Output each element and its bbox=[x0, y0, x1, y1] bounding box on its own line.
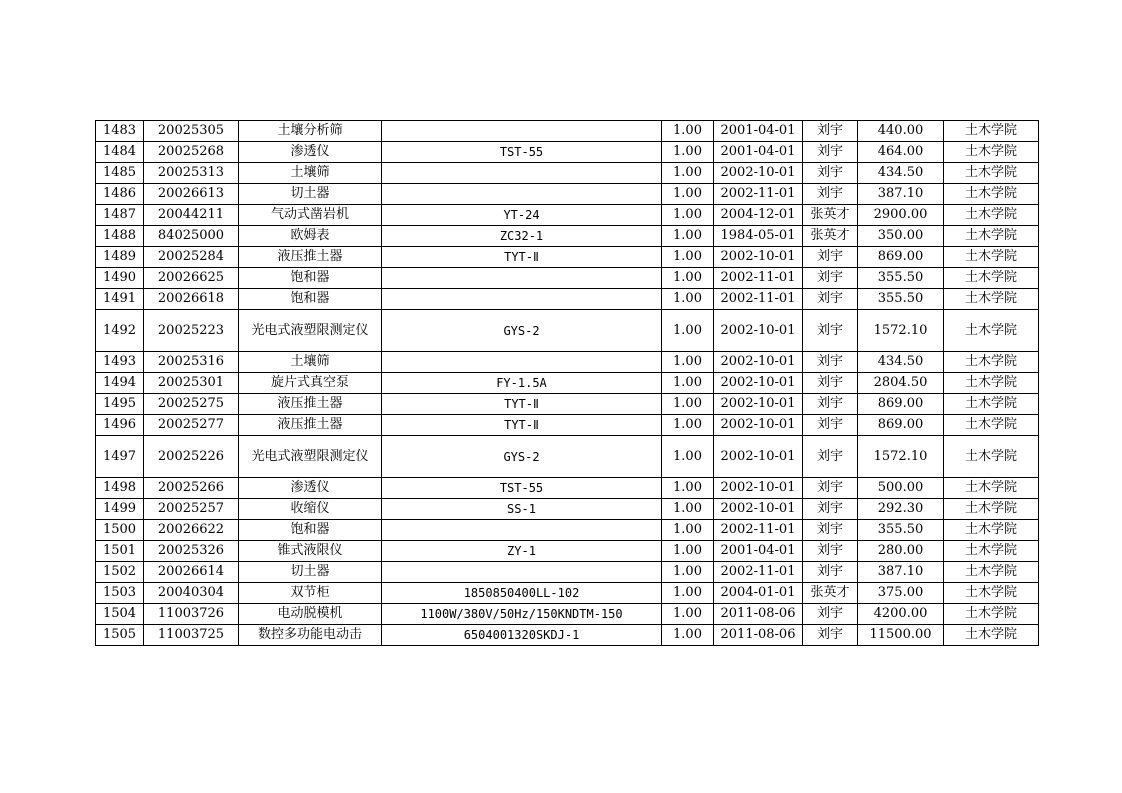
cell-date: 2002-10-01 bbox=[714, 310, 803, 352]
cell-model: ZY-1 bbox=[382, 541, 662, 562]
cell-asset-code: 20026618 bbox=[144, 289, 239, 310]
cell-asset-code: 20044211 bbox=[144, 205, 239, 226]
cell-equipment-name: 液压推土器 bbox=[239, 394, 382, 415]
cell-row-number: 1505 bbox=[96, 625, 144, 646]
cell-row-number: 1499 bbox=[96, 499, 144, 520]
cell-model bbox=[382, 184, 662, 205]
cell-department: 土木学院 bbox=[944, 499, 1039, 520]
cell-model bbox=[382, 562, 662, 583]
cell-equipment-name: 光电式液塑限测定仪 bbox=[239, 310, 382, 352]
cell-asset-code: 20025326 bbox=[144, 541, 239, 562]
cell-custodian: 刘宇 bbox=[803, 352, 858, 373]
cell-row-number: 1491 bbox=[96, 289, 144, 310]
cell-asset-code: 20025223 bbox=[144, 310, 239, 352]
cell-price: 11500.00 bbox=[858, 625, 944, 646]
cell-price: 4200.00 bbox=[858, 604, 944, 625]
cell-department: 土木学院 bbox=[944, 352, 1039, 373]
table-row bbox=[96, 562, 1039, 583]
cell-price: 1572.10 bbox=[858, 436, 944, 478]
cell-quantity: 1.00 bbox=[662, 289, 714, 310]
table-row bbox=[96, 394, 1039, 415]
table-row bbox=[96, 436, 1039, 478]
cell-model: YT-24 bbox=[382, 205, 662, 226]
cell-asset-code: 11003726 bbox=[144, 604, 239, 625]
cell-date: 2004-12-01 bbox=[714, 205, 803, 226]
cell-department: 土木学院 bbox=[944, 373, 1039, 394]
cell-row-number: 1495 bbox=[96, 394, 144, 415]
cell-quantity: 1.00 bbox=[662, 310, 714, 352]
cell-quantity: 1.00 bbox=[662, 436, 714, 478]
table-row bbox=[96, 415, 1039, 436]
table-body bbox=[96, 121, 1039, 646]
table-row bbox=[96, 520, 1039, 541]
table-row bbox=[96, 604, 1039, 625]
cell-model bbox=[382, 268, 662, 289]
table-row bbox=[96, 163, 1039, 184]
cell-price: 350.00 bbox=[858, 226, 944, 247]
cell-equipment-name: 液压推土器 bbox=[239, 247, 382, 268]
cell-equipment-name: 收缩仪 bbox=[239, 499, 382, 520]
cell-row-number: 1486 bbox=[96, 184, 144, 205]
cell-date: 2002-10-01 bbox=[714, 247, 803, 268]
cell-asset-code: 20025305 bbox=[144, 121, 239, 142]
cell-equipment-name: 欧姆表 bbox=[239, 226, 382, 247]
cell-price: 2804.50 bbox=[858, 373, 944, 394]
cell-equipment-name: 电动脱模机 bbox=[239, 604, 382, 625]
cell-department: 土木学院 bbox=[944, 415, 1039, 436]
cell-custodian: 刘宇 bbox=[803, 394, 858, 415]
cell-equipment-name: 切土器 bbox=[239, 184, 382, 205]
cell-date: 2002-11-01 bbox=[714, 562, 803, 583]
cell-custodian: 张英才 bbox=[803, 583, 858, 604]
cell-quantity: 1.00 bbox=[662, 247, 714, 268]
cell-model: TST-55 bbox=[382, 478, 662, 499]
cell-row-number: 1500 bbox=[96, 520, 144, 541]
cell-custodian: 刘宇 bbox=[803, 625, 858, 646]
cell-date: 2011-08-06 bbox=[714, 625, 803, 646]
cell-equipment-name: 切土器 bbox=[239, 562, 382, 583]
cell-equipment-name: 旋片式真空泵 bbox=[239, 373, 382, 394]
table-row bbox=[96, 268, 1039, 289]
cell-quantity: 1.00 bbox=[662, 373, 714, 394]
cell-custodian: 张英才 bbox=[803, 205, 858, 226]
cell-asset-code: 20025257 bbox=[144, 499, 239, 520]
cell-date: 2002-10-01 bbox=[714, 478, 803, 499]
cell-model bbox=[382, 289, 662, 310]
table-row bbox=[96, 142, 1039, 163]
cell-row-number: 1497 bbox=[96, 436, 144, 478]
table-row bbox=[96, 289, 1039, 310]
cell-department: 土木学院 bbox=[944, 394, 1039, 415]
cell-equipment-name: 饱和器 bbox=[239, 268, 382, 289]
cell-model bbox=[382, 520, 662, 541]
table-row bbox=[96, 541, 1039, 562]
cell-custodian: 刘宇 bbox=[803, 121, 858, 142]
cell-date: 2002-10-01 bbox=[714, 394, 803, 415]
table-row bbox=[96, 478, 1039, 499]
cell-department: 土木学院 bbox=[944, 163, 1039, 184]
cell-price: 2900.00 bbox=[858, 205, 944, 226]
cell-custodian: 刘宇 bbox=[803, 604, 858, 625]
table-row bbox=[96, 352, 1039, 373]
cell-asset-code: 20026625 bbox=[144, 268, 239, 289]
cell-model bbox=[382, 163, 662, 184]
cell-custodian: 刘宇 bbox=[803, 562, 858, 583]
table-row bbox=[96, 583, 1039, 604]
cell-equipment-name: 光电式液塑限测定仪 bbox=[239, 436, 382, 478]
cell-model: GYS-2 bbox=[382, 436, 662, 478]
cell-department: 土木学院 bbox=[944, 520, 1039, 541]
cell-price: 387.10 bbox=[858, 184, 944, 205]
cell-asset-code: 20025277 bbox=[144, 415, 239, 436]
cell-row-number: 1502 bbox=[96, 562, 144, 583]
cell-quantity: 1.00 bbox=[662, 268, 714, 289]
cell-custodian: 刘宇 bbox=[803, 478, 858, 499]
cell-quantity: 1.00 bbox=[662, 163, 714, 184]
cell-quantity: 1.00 bbox=[662, 625, 714, 646]
cell-model: 1100W/380V/50Hz/150KNDTM-150 bbox=[382, 604, 662, 625]
cell-custodian: 刘宇 bbox=[803, 247, 858, 268]
cell-row-number: 1483 bbox=[96, 121, 144, 142]
cell-model: TYT-Ⅱ bbox=[382, 394, 662, 415]
cell-price: 387.10 bbox=[858, 562, 944, 583]
cell-quantity: 1.00 bbox=[662, 478, 714, 499]
cell-price: 1572.10 bbox=[858, 310, 944, 352]
cell-equipment-name: 土壤筛 bbox=[239, 352, 382, 373]
cell-department: 土木学院 bbox=[944, 142, 1039, 163]
cell-row-number: 1504 bbox=[96, 604, 144, 625]
cell-row-number: 1493 bbox=[96, 352, 144, 373]
cell-department: 土木学院 bbox=[944, 121, 1039, 142]
cell-price: 280.00 bbox=[858, 541, 944, 562]
table-row bbox=[96, 184, 1039, 205]
cell-model: TYT-Ⅱ bbox=[382, 415, 662, 436]
cell-department: 土木学院 bbox=[944, 289, 1039, 310]
cell-department: 土木学院 bbox=[944, 478, 1039, 499]
cell-department: 土木学院 bbox=[944, 310, 1039, 352]
cell-date: 2002-10-01 bbox=[714, 436, 803, 478]
cell-model: ZC32-1 bbox=[382, 226, 662, 247]
cell-quantity: 1.00 bbox=[662, 205, 714, 226]
cell-custodian: 刘宇 bbox=[803, 415, 858, 436]
cell-custodian: 刘宇 bbox=[803, 520, 858, 541]
cell-date: 2011-08-06 bbox=[714, 604, 803, 625]
table-row bbox=[96, 499, 1039, 520]
cell-row-number: 1492 bbox=[96, 310, 144, 352]
cell-date: 2002-10-01 bbox=[714, 373, 803, 394]
cell-date: 1984-05-01 bbox=[714, 226, 803, 247]
cell-price: 464.00 bbox=[858, 142, 944, 163]
cell-model: GYS-2 bbox=[382, 310, 662, 352]
cell-date: 2002-11-01 bbox=[714, 289, 803, 310]
table-row bbox=[96, 310, 1039, 352]
cell-equipment-name: 气动式凿岩机 bbox=[239, 205, 382, 226]
cell-row-number: 1501 bbox=[96, 541, 144, 562]
cell-custodian: 刘宇 bbox=[803, 142, 858, 163]
cell-date: 2002-11-01 bbox=[714, 520, 803, 541]
cell-model: TST-55 bbox=[382, 142, 662, 163]
table-row bbox=[96, 625, 1039, 646]
cell-department: 土木学院 bbox=[944, 247, 1039, 268]
cell-price: 434.50 bbox=[858, 352, 944, 373]
cell-model: FY-1.5A bbox=[382, 373, 662, 394]
cell-date: 2002-10-01 bbox=[714, 163, 803, 184]
cell-price: 292.30 bbox=[858, 499, 944, 520]
cell-asset-code: 20025266 bbox=[144, 478, 239, 499]
cell-asset-code: 11003725 bbox=[144, 625, 239, 646]
cell-department: 土木学院 bbox=[944, 184, 1039, 205]
cell-custodian: 刘宇 bbox=[803, 163, 858, 184]
cell-asset-code: 20040304 bbox=[144, 583, 239, 604]
cell-model bbox=[382, 121, 662, 142]
cell-asset-code: 20025316 bbox=[144, 352, 239, 373]
cell-row-number: 1487 bbox=[96, 205, 144, 226]
cell-model: 6504001320SKDJ-1 bbox=[382, 625, 662, 646]
cell-row-number: 1490 bbox=[96, 268, 144, 289]
cell-row-number: 1488 bbox=[96, 226, 144, 247]
cell-row-number: 1494 bbox=[96, 373, 144, 394]
cell-price: 355.50 bbox=[858, 289, 944, 310]
cell-custodian: 刘宇 bbox=[803, 289, 858, 310]
cell-row-number: 1496 bbox=[96, 415, 144, 436]
cell-model: 1850850400LL-102 bbox=[382, 583, 662, 604]
cell-date: 2001-04-01 bbox=[714, 541, 803, 562]
cell-quantity: 1.00 bbox=[662, 226, 714, 247]
cell-quantity: 1.00 bbox=[662, 352, 714, 373]
cell-equipment-name: 液压推土器 bbox=[239, 415, 382, 436]
cell-custodian: 刘宇 bbox=[803, 436, 858, 478]
cell-department: 土木学院 bbox=[944, 205, 1039, 226]
cell-custodian: 刘宇 bbox=[803, 310, 858, 352]
cell-equipment-name: 饱和器 bbox=[239, 289, 382, 310]
cell-date: 2001-04-01 bbox=[714, 142, 803, 163]
table-row bbox=[96, 373, 1039, 394]
cell-date: 2002-10-01 bbox=[714, 415, 803, 436]
cell-price: 869.00 bbox=[858, 394, 944, 415]
cell-model: TYT-Ⅱ bbox=[382, 247, 662, 268]
cell-asset-code: 20026622 bbox=[144, 520, 239, 541]
cell-price: 434.50 bbox=[858, 163, 944, 184]
cell-quantity: 1.00 bbox=[662, 562, 714, 583]
cell-asset-code: 20025301 bbox=[144, 373, 239, 394]
cell-quantity: 1.00 bbox=[662, 499, 714, 520]
cell-asset-code: 20025284 bbox=[144, 247, 239, 268]
cell-custodian: 刘宇 bbox=[803, 184, 858, 205]
cell-equipment-name: 锥式液限仪 bbox=[239, 541, 382, 562]
cell-price: 355.50 bbox=[858, 268, 944, 289]
cell-asset-code: 20026614 bbox=[144, 562, 239, 583]
cell-date: 2002-10-01 bbox=[714, 352, 803, 373]
cell-custodian: 刘宇 bbox=[803, 499, 858, 520]
cell-equipment-name: 双节柜 bbox=[239, 583, 382, 604]
cell-quantity: 1.00 bbox=[662, 583, 714, 604]
cell-department: 土木学院 bbox=[944, 625, 1039, 646]
cell-price: 500.00 bbox=[858, 478, 944, 499]
cell-equipment-name: 土壤分析筛 bbox=[239, 121, 382, 142]
cell-date: 2002-10-01 bbox=[714, 499, 803, 520]
cell-quantity: 1.00 bbox=[662, 394, 714, 415]
cell-quantity: 1.00 bbox=[662, 121, 714, 142]
cell-model: SS-1 bbox=[382, 499, 662, 520]
cell-date: 2004-01-01 bbox=[714, 583, 803, 604]
table-row bbox=[96, 205, 1039, 226]
cell-custodian: 刘宇 bbox=[803, 373, 858, 394]
cell-department: 土木学院 bbox=[944, 541, 1039, 562]
cell-price: 375.00 bbox=[858, 583, 944, 604]
cell-department: 土木学院 bbox=[944, 268, 1039, 289]
cell-department: 土木学院 bbox=[944, 226, 1039, 247]
cell-quantity: 1.00 bbox=[662, 184, 714, 205]
cell-row-number: 1503 bbox=[96, 583, 144, 604]
cell-date: 2002-11-01 bbox=[714, 268, 803, 289]
table-row bbox=[96, 247, 1039, 268]
table-row bbox=[96, 226, 1039, 247]
cell-asset-code: 20025226 bbox=[144, 436, 239, 478]
cell-equipment-name: 渗透仪 bbox=[239, 478, 382, 499]
cell-equipment-name: 渗透仪 bbox=[239, 142, 382, 163]
cell-department: 土木学院 bbox=[944, 583, 1039, 604]
cell-quantity: 1.00 bbox=[662, 604, 714, 625]
cell-asset-code: 20025268 bbox=[144, 142, 239, 163]
cell-asset-code: 20025275 bbox=[144, 394, 239, 415]
cell-asset-code: 84025000 bbox=[144, 226, 239, 247]
cell-row-number: 1489 bbox=[96, 247, 144, 268]
cell-equipment-name: 饱和器 bbox=[239, 520, 382, 541]
cell-price: 869.00 bbox=[858, 415, 944, 436]
cell-price: 355.50 bbox=[858, 520, 944, 541]
cell-department: 土木学院 bbox=[944, 562, 1039, 583]
cell-asset-code: 20026613 bbox=[144, 184, 239, 205]
table-row bbox=[96, 121, 1039, 142]
cell-date: 2002-11-01 bbox=[714, 184, 803, 205]
cell-quantity: 1.00 bbox=[662, 415, 714, 436]
cell-custodian: 张英才 bbox=[803, 226, 858, 247]
cell-model bbox=[382, 352, 662, 373]
equipment-table bbox=[95, 120, 1039, 646]
cell-quantity: 1.00 bbox=[662, 520, 714, 541]
cell-row-number: 1484 bbox=[96, 142, 144, 163]
cell-row-number: 1498 bbox=[96, 478, 144, 499]
cell-quantity: 1.00 bbox=[662, 541, 714, 562]
cell-equipment-name: 数控多功能电动击 bbox=[239, 625, 382, 646]
cell-asset-code: 20025313 bbox=[144, 163, 239, 184]
cell-date: 2001-04-01 bbox=[714, 121, 803, 142]
cell-custodian: 刘宇 bbox=[803, 268, 858, 289]
cell-department: 土木学院 bbox=[944, 436, 1039, 478]
cell-row-number: 1485 bbox=[96, 163, 144, 184]
cell-custodian: 刘宇 bbox=[803, 541, 858, 562]
cell-department: 土木学院 bbox=[944, 604, 1039, 625]
cell-quantity: 1.00 bbox=[662, 142, 714, 163]
cell-price: 440.00 bbox=[858, 121, 944, 142]
cell-price: 869.00 bbox=[858, 247, 944, 268]
cell-equipment-name: 土壤筛 bbox=[239, 163, 382, 184]
